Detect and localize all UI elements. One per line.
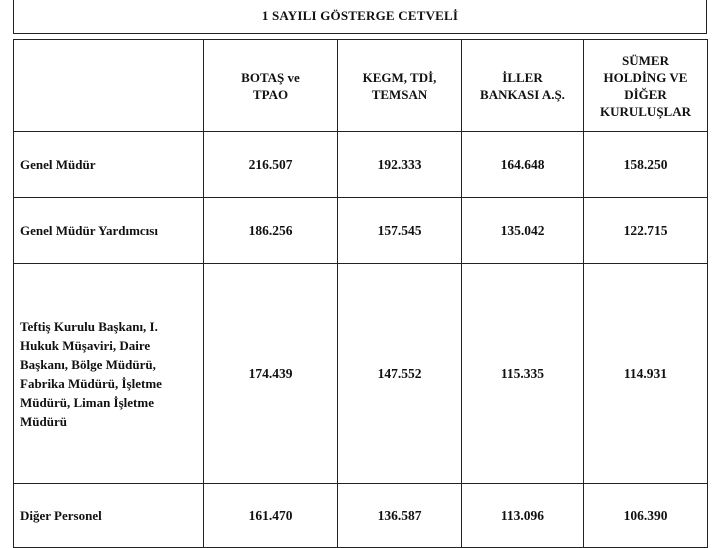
value-cell: 136.587 [338, 484, 462, 548]
value-cell: 161.470 [204, 484, 338, 548]
header-cell-kegm-tdi-temsan: KEGM, TDİ, TEMSAN [338, 40, 462, 132]
value-cell: 192.333 [338, 132, 462, 198]
value-cell: 122.715 [584, 198, 708, 264]
header-cell-botas-tpao: BOTAŞ ve TPAO [204, 40, 338, 132]
header-cell-sumer-holding: SÜMER HOLDİNG VE DİĞER KURULUŞLAR [584, 40, 708, 132]
header-cell-empty [14, 40, 204, 132]
value-cell: 113.096 [462, 484, 584, 548]
indicator-table [13, 39, 708, 548]
row-label: Genel Müdür Yardımcısı [14, 198, 204, 264]
row-label: Diğer Personel [14, 484, 204, 548]
row-label: Teftiş Kurulu Başkanı, I. Hukuk Müşaviri, Daire Başkanı, Bölge Müdürü, Fabrika Müdürü, İşletme Müdürü, Liman İşletme Müdürü [14, 264, 204, 484]
table-row [14, 132, 708, 198]
value-cell: 135.042 [462, 198, 584, 264]
document-title: 1 SAYILI GÖSTERGE CETVELİ [13, 0, 707, 34]
value-cell: 114.931 [584, 264, 708, 484]
value-cell: 186.256 [204, 198, 338, 264]
value-cell: 216.507 [204, 132, 338, 198]
value-cell: 157.545 [338, 198, 462, 264]
value-cell: 106.390 [584, 484, 708, 548]
table-row [14, 484, 708, 548]
row-label: Genel Müdür [14, 132, 204, 198]
header-cell-iller-bankasi: İLLER BANKASI A.Ş. [462, 40, 584, 132]
value-cell: 147.552 [338, 264, 462, 484]
table-header-row [14, 40, 708, 132]
table-row [14, 264, 708, 484]
value-cell: 164.648 [462, 132, 584, 198]
value-cell: 158.250 [584, 132, 708, 198]
value-cell: 174.439 [204, 264, 338, 484]
table-row [14, 198, 708, 264]
value-cell: 115.335 [462, 264, 584, 484]
